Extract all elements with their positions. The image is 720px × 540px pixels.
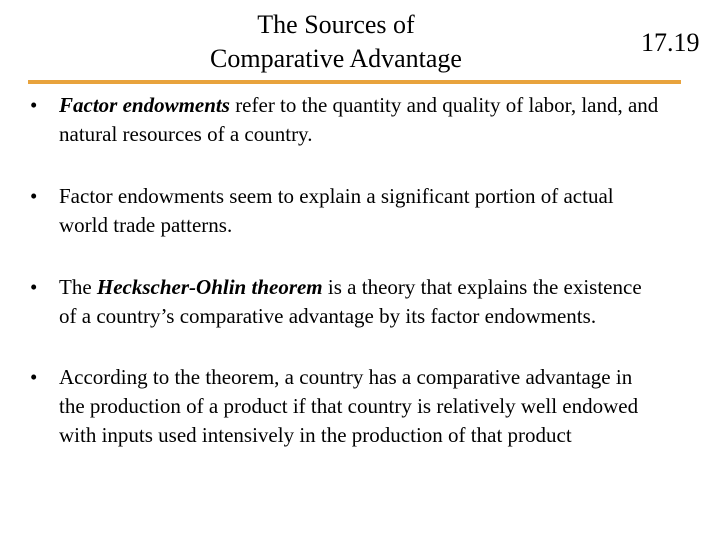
bullet-text: is a theory that explains the existence of a country’s comparative advantage by its factor endowments. (59, 275, 642, 328)
bullet-prefix: The (59, 275, 97, 299)
bullet-theorem-statement (30, 363, 660, 450)
bullet-icon: • (30, 184, 38, 208)
bullet-factor-endowments-definition (30, 91, 660, 149)
slide-title-line-2: Comparative Advantage (210, 44, 462, 73)
bullet-icon: • (30, 275, 38, 299)
slide-number: 17.19 (641, 28, 700, 57)
bullet-icon: • (30, 93, 38, 117)
term-heckscher-ohlin-theorem: Heckscher-Ohlin theorem (96, 275, 323, 299)
bullet-icon: • (30, 365, 38, 389)
slide-title-line-1: The Sources of (257, 10, 415, 39)
bullet-heckscher-ohlin (30, 273, 660, 331)
term-factor-endowments: Factor endowments (59, 93, 230, 117)
slide-title (186, 8, 486, 76)
bullet-text: According to the theorem, a country has a comparative advantage in the production of a product if that country is relatively well endowed with inputs used intensively in the production of that product (59, 365, 639, 447)
bullet-text: Factor endowments seem to explain a significant portion of actual world trade patterns. (59, 184, 614, 237)
bullet-trade-patterns (30, 182, 660, 240)
title-divider (28, 80, 681, 84)
bullet-list (30, 91, 660, 450)
bullet-text: refer to the quantity and quality of labor, land, and natural resources of a country. (59, 93, 659, 146)
